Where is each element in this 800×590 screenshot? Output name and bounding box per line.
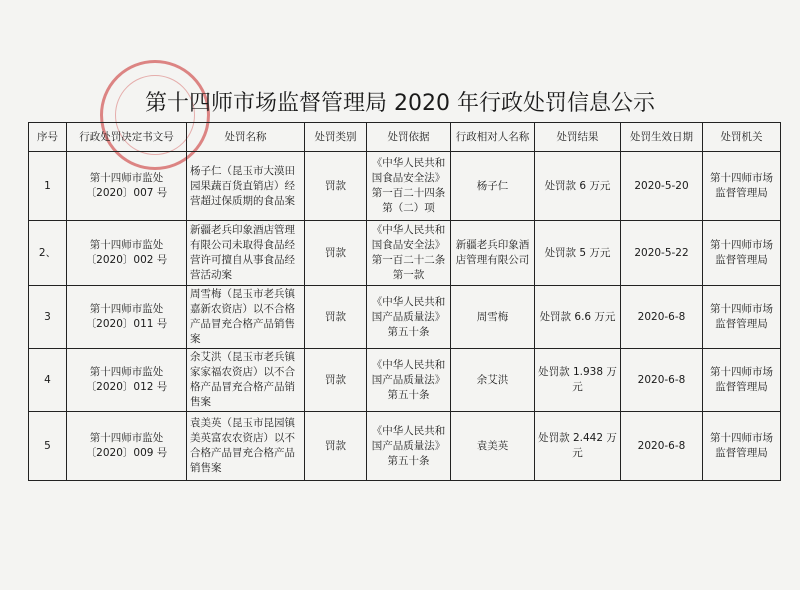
cell-date: 2020-5-20 [621,152,703,221]
header-category: 处罚类别 [305,123,367,152]
table-row [29,349,781,412]
cell-doc-no: 第十四师市监处〔2020〕011 号 [67,286,187,349]
cell-category: 罚款 [305,152,367,221]
cell-basis: 《中华人民共和国产品质量法》第五十条 [367,349,451,412]
table-row [29,412,781,481]
cell-party: 周雪梅 [451,286,535,349]
penalty-table [28,122,781,481]
cell-authority: 第十四师市场监督管理局 [703,221,781,286]
cell-date: 2020-6-8 [621,349,703,412]
cell-name: 新疆老兵印象酒店管理有限公司未取得食品经营许可擅自从事食品经营活动案 [187,221,305,286]
table-header-row [29,123,781,152]
page-title: 第十四师市场监督管理局 2020 年行政处罚信息公示 [145,91,655,116]
cell-party: 袁美英 [451,412,535,481]
header-result: 处罚结果 [535,123,621,152]
cell-doc-no: 第十四师市监处〔2020〕012 号 [67,349,187,412]
cell-authority: 第十四师市场监督管理局 [703,349,781,412]
header-basis: 处罚依据 [367,123,451,152]
cell-party: 新疆老兵印象酒店管理有限公司 [451,221,535,286]
cell-result: 处罚款 5 万元 [535,221,621,286]
table-row [29,286,781,349]
cell-seq: 1 [29,152,67,221]
cell-authority: 第十四师市场监督管理局 [703,152,781,221]
cell-result: 处罚款 1.938 万元 [535,349,621,412]
header-seq: 序号 [29,123,67,152]
cell-basis: 《中华人民共和国食品安全法》第一百二十四条第（二）项 [367,152,451,221]
cell-seq: 3 [29,286,67,349]
table-row [29,221,781,286]
cell-seq: 5 [29,412,67,481]
header-name: 处罚名称 [187,123,305,152]
table-row [29,152,781,221]
cell-doc-no: 第十四师市监处〔2020〕002 号 [67,221,187,286]
cell-seq: 4 [29,349,67,412]
header-authority: 处罚机关 [703,123,781,152]
cell-basis: 《中华人民共和国产品质量法》第五十条 [367,412,451,481]
cell-date: 2020-6-8 [621,286,703,349]
cell-result: 处罚款 6.6 万元 [535,286,621,349]
header-party: 行政相对人名称 [451,123,535,152]
cell-party: 余艾洪 [451,349,535,412]
header-doc-no: 行政处罚决定书文号 [67,123,187,152]
cell-seq: 2、 [29,221,67,286]
cell-basis: 《中华人民共和国食品安全法》第一百二十二条第一款 [367,221,451,286]
header-date: 处罚生效日期 [621,123,703,152]
cell-result: 处罚款 2.442 万元 [535,412,621,481]
cell-doc-no: 第十四师市监处〔2020〕007 号 [67,152,187,221]
cell-basis: 《中华人民共和国产品质量法》第五十条 [367,286,451,349]
cell-name: 余艾洪（昆玉市老兵镇家家福农资店）以不合格产品冒充合格产品销售案 [187,349,305,412]
cell-doc-no: 第十四师市监处〔2020〕009 号 [67,412,187,481]
cell-category: 罚款 [305,286,367,349]
cell-party: 杨子仁 [451,152,535,221]
cell-name: 周雪梅（昆玉市老兵镇嘉新农资店）以不合格产品冒充合格产品销售案 [187,286,305,349]
cell-authority: 第十四师市场监督管理局 [703,286,781,349]
cell-result: 处罚款 6 万元 [535,152,621,221]
cell-category: 罚款 [305,221,367,286]
cell-date: 2020-5-22 [621,221,703,286]
cell-category: 罚款 [305,349,367,412]
cell-category: 罚款 [305,412,367,481]
cell-name: 杨子仁（昆玉市大漠田园果蔬百货直销店）经营超过保质期的食品案 [187,152,305,221]
cell-name: 袁美英（昆玉市昆园镇美英富农农资店）以不合格产品冒充合格产品销售案 [187,412,305,481]
cell-date: 2020-6-8 [621,412,703,481]
cell-authority: 第十四师市场监督管理局 [703,412,781,481]
